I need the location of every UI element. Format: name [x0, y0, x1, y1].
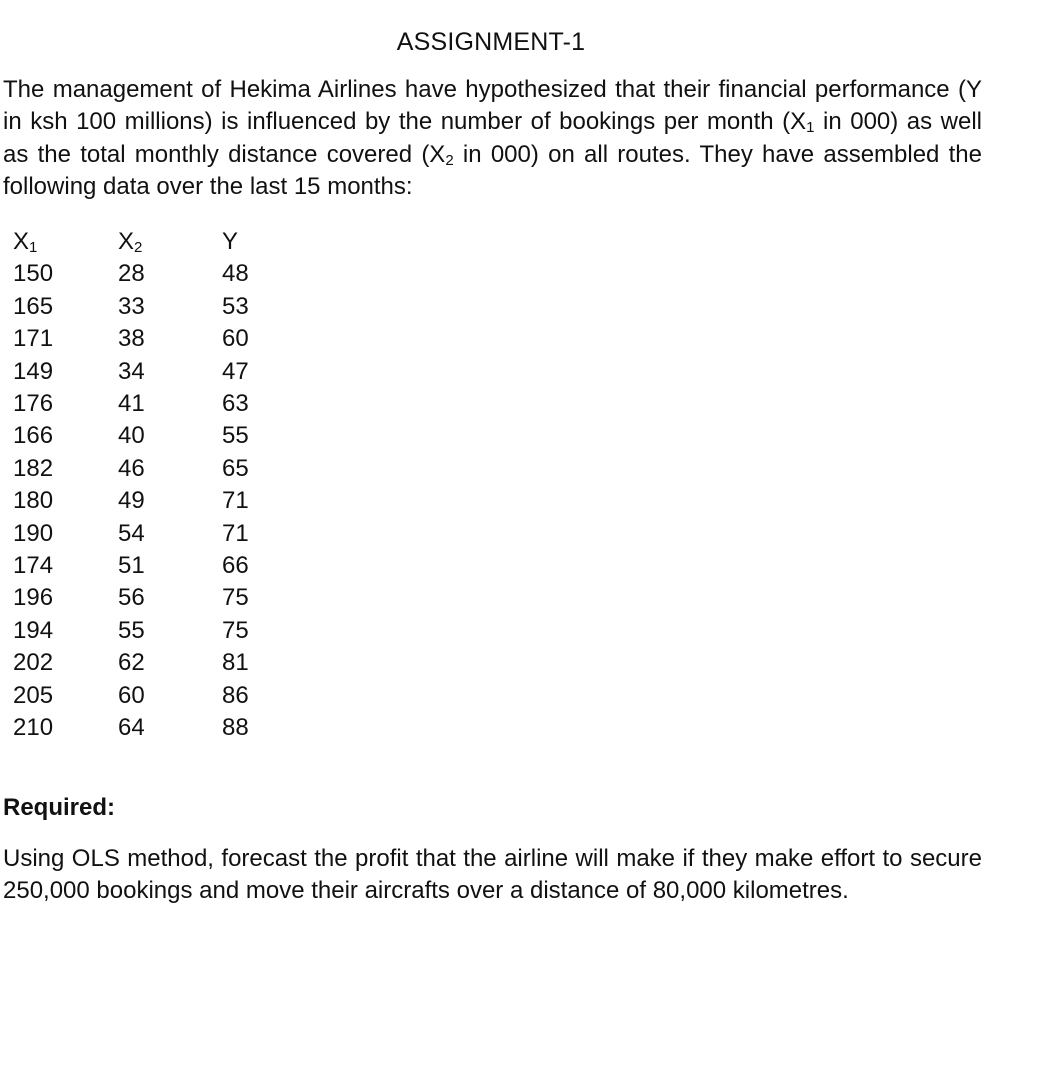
- cell-y: 48: [222, 260, 249, 288]
- cell-y: 60: [222, 325, 249, 353]
- header-x2: [118, 226, 222, 258]
- cell-x1: 190: [13, 519, 54, 547]
- required-text: Using OLS method, forecast the profit that the airline will make if they make effort to secure 250,000 bookings and move their aircrafts over a distance of 80,000 kilometres.: [3, 845, 982, 905]
- table-row: [13, 647, 282, 679]
- cell-y: 66: [222, 552, 249, 580]
- cell-y: 55: [222, 422, 249, 450]
- cell-x2: 33: [118, 292, 145, 320]
- required-heading: Required:: [3, 794, 116, 821]
- cell-x1: 174: [13, 552, 54, 580]
- cell-x2: 54: [118, 519, 145, 547]
- table-row: [13, 291, 282, 323]
- table-row: [13, 485, 282, 517]
- cell-x1: 176: [13, 390, 54, 418]
- table-row: [13, 420, 282, 452]
- cell-y: 71: [222, 487, 249, 515]
- table-row: [13, 582, 282, 614]
- cell-x1: 165: [13, 292, 54, 320]
- table-row: [13, 712, 282, 744]
- cell-x1: 171: [13, 325, 54, 353]
- cell-x1: 210: [13, 714, 54, 742]
- cell-y: 88: [222, 714, 249, 742]
- cell-x2: 62: [118, 649, 145, 677]
- cell-x1: 196: [13, 584, 54, 612]
- cell-x2: 64: [118, 714, 145, 742]
- cell-x2: 28: [118, 260, 145, 288]
- cell-x1: 205: [13, 681, 54, 709]
- cell-x2: 60: [118, 681, 145, 709]
- table-row: [13, 323, 282, 355]
- cell-x2: 56: [118, 584, 145, 612]
- cell-x2: 46: [118, 454, 145, 482]
- header-y: [222, 226, 282, 258]
- table-row: [13, 680, 282, 712]
- table-row: [13, 518, 282, 550]
- table-body: [13, 258, 282, 744]
- cell-y: 75: [222, 616, 249, 644]
- cell-x1: 194: [13, 616, 54, 644]
- table-row: [13, 550, 282, 582]
- table-row: [13, 615, 282, 647]
- intro-text-part2: in 000) as well as the total monthly distance covered (X: [3, 108, 983, 168]
- cell-y: 81: [222, 649, 249, 677]
- intro-subscript-2: 2: [445, 151, 454, 169]
- table-row: [13, 453, 282, 485]
- header-x1-label: X: [13, 228, 30, 255]
- intro-text-part1: The management of Hekima Airlines have hypothesized that their financial performance (Y in ksh 100 millions) is influenced by the number of bookings per month (X: [3, 76, 982, 136]
- table-header-row: [13, 226, 282, 258]
- header-x1: [13, 226, 118, 258]
- header-y-label: Y: [222, 228, 239, 255]
- cell-y: 53: [222, 292, 249, 320]
- table-row: [13, 388, 282, 420]
- cell-x1: 180: [13, 487, 54, 515]
- data-table: [13, 226, 282, 745]
- cell-y: 65: [222, 454, 249, 482]
- cell-x2: 34: [118, 357, 145, 385]
- header-x2-subscript: 2: [134, 239, 143, 256]
- cell-x1: 149: [13, 357, 54, 385]
- cell-y: 75: [222, 584, 249, 612]
- cell-x2: 40: [118, 422, 145, 450]
- cell-y: 63: [222, 390, 249, 418]
- header-x2-label: X: [118, 228, 135, 255]
- page-title: ASSIGNMENT-1: [396, 28, 586, 56]
- table-row: [13, 258, 282, 290]
- header-x1-subscript: 1: [29, 239, 38, 256]
- cell-x1: 166: [13, 422, 54, 450]
- cell-y: 71: [222, 519, 249, 547]
- intro-subscript-1: 1: [806, 119, 815, 137]
- cell-x2: 51: [118, 552, 145, 580]
- cell-x2: 55: [118, 616, 145, 644]
- cell-x1: 182: [13, 454, 54, 482]
- table-row: [13, 356, 282, 388]
- intro-paragraph: [3, 74, 982, 203]
- intro-text-part3: in 000) on all routes. They have assembled the following data over the last 15 months:: [3, 140, 983, 200]
- cell-x1: 202: [13, 649, 54, 677]
- cell-x1: 150: [13, 260, 54, 288]
- cell-x2: 41: [118, 390, 145, 418]
- cell-x2: 38: [118, 325, 145, 353]
- cell-y: 47: [222, 357, 249, 385]
- cell-x2: 49: [118, 487, 145, 515]
- cell-y: 86: [222, 681, 249, 709]
